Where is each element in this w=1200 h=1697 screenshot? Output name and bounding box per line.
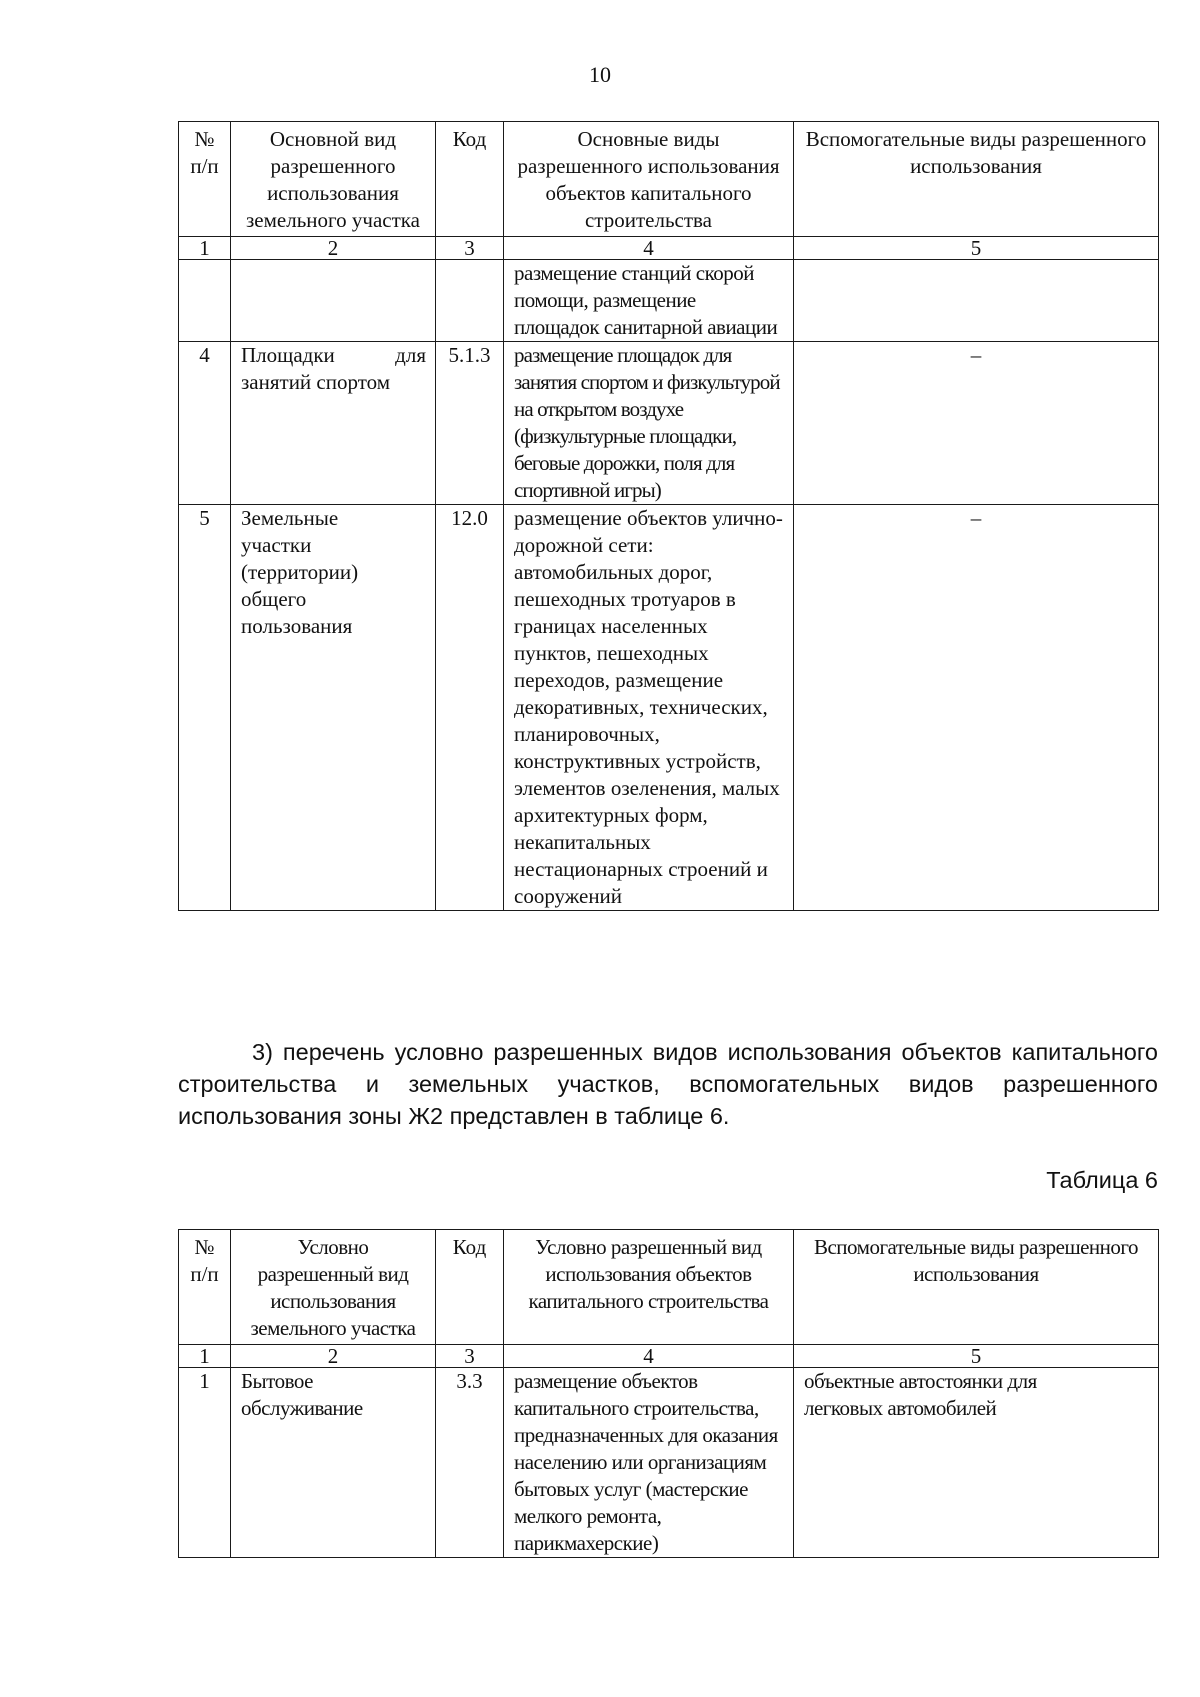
paragraph-3 — [178, 1036, 1158, 1132]
column-number: 1 — [179, 1345, 231, 1368]
header-code: Код — [436, 1230, 504, 1345]
row-code: 3.3 — [436, 1368, 504, 1558]
column-number: 1 — [179, 237, 231, 260]
column-number: 2 — [231, 237, 436, 260]
table-row — [179, 260, 1159, 342]
column-number-row — [179, 1345, 1159, 1368]
row-land-use: Земельные участки (территории) общего пользования — [231, 505, 436, 911]
page-number: 10 — [589, 62, 611, 87]
row-capital-use: размещение станций скорой помощи, размещение площадок санитарной авиации — [504, 260, 794, 342]
column-number: 2 — [231, 1345, 436, 1368]
row-auxiliary: – — [794, 342, 1159, 505]
header-auxiliary: Вспомогательные виды разрешенного использования — [794, 122, 1159, 237]
header-num: № п/п — [179, 1230, 231, 1345]
row-land-use: Бытовое обслуживание — [231, 1368, 436, 1558]
column-number: 4 — [504, 237, 794, 260]
row-num — [179, 260, 231, 342]
table-6-caption: Таблица 6 — [1046, 1167, 1158, 1193]
row-auxiliary: – — [794, 505, 1159, 911]
table-row — [179, 342, 1159, 505]
row-num: 4 — [179, 342, 231, 505]
header-auxiliary: Вспомогательные виды разрешенного использования — [794, 1230, 1159, 1345]
table-row — [179, 1368, 1159, 1558]
table-5 — [178, 121, 1159, 911]
header-land-use: Условно разрешенный вид использования земельного участка — [231, 1230, 436, 1345]
row-num: 5 — [179, 505, 231, 911]
column-number: 3 — [436, 237, 504, 260]
row-auxiliary: объектные автостоянки для легковых автомобилей — [794, 1368, 1159, 1558]
table-row — [179, 505, 1159, 911]
column-number-row — [179, 237, 1159, 260]
row-code: 12.0 — [436, 505, 504, 911]
row-num: 1 — [179, 1368, 231, 1558]
row-land-use: Площадки для занятий спортом — [231, 342, 436, 505]
row-land-use — [231, 260, 436, 342]
header-code: Код — [436, 122, 504, 237]
header-capital-use: Условно разрешенный вид использования объектов капитального строительства — [504, 1230, 794, 1345]
column-number: 3 — [436, 1345, 504, 1368]
row-capital-use: размещение объектов капитального строительства, предназначенных для оказания населению или организациям бытовых услуг (мастерские мелкого ремонта, парикмахерские) — [504, 1368, 794, 1558]
table-header-row — [179, 122, 1159, 237]
row-code — [436, 260, 504, 342]
paragraph-text: 3) перечень условно разрешенных видов использования объектов капитального строительства и земельных участков, вспомогательных видов разрешенного использования зоны Ж2 представлен в таблице 6. — [178, 1039, 1158, 1129]
table-header-row — [179, 1230, 1159, 1345]
row-capital-use: размещение площадок для занятия спортом и физкультурой на открытом воздухе (физкультурные площадки, беговые дорожки, поля для спортивной игры) — [504, 342, 794, 505]
header-num: № п/п — [179, 122, 231, 237]
column-number: 5 — [794, 237, 1159, 260]
header-land-use: Основной вид разрешенного использования земельного участка — [231, 122, 436, 237]
column-number: 4 — [504, 1345, 794, 1368]
row-code: 5.1.3 — [436, 342, 504, 505]
column-number: 5 — [794, 1345, 1159, 1368]
header-capital-use: Основные виды разрешенного использования объектов капитального строительства — [504, 122, 794, 237]
table-6 — [178, 1229, 1159, 1558]
row-auxiliary — [794, 260, 1159, 342]
row-capital-use: размещение объектов улично-дорожной сети: автомобильных дорог, пешеходных тротуаров в границах населенных пунктов, пешеходных переходов, размещение декоративных, технических, планировочных, конструктивных устройств, элементов озеленения, малых архитектурных форм, некапитальных нестационарных строений и сооружений — [504, 505, 794, 911]
